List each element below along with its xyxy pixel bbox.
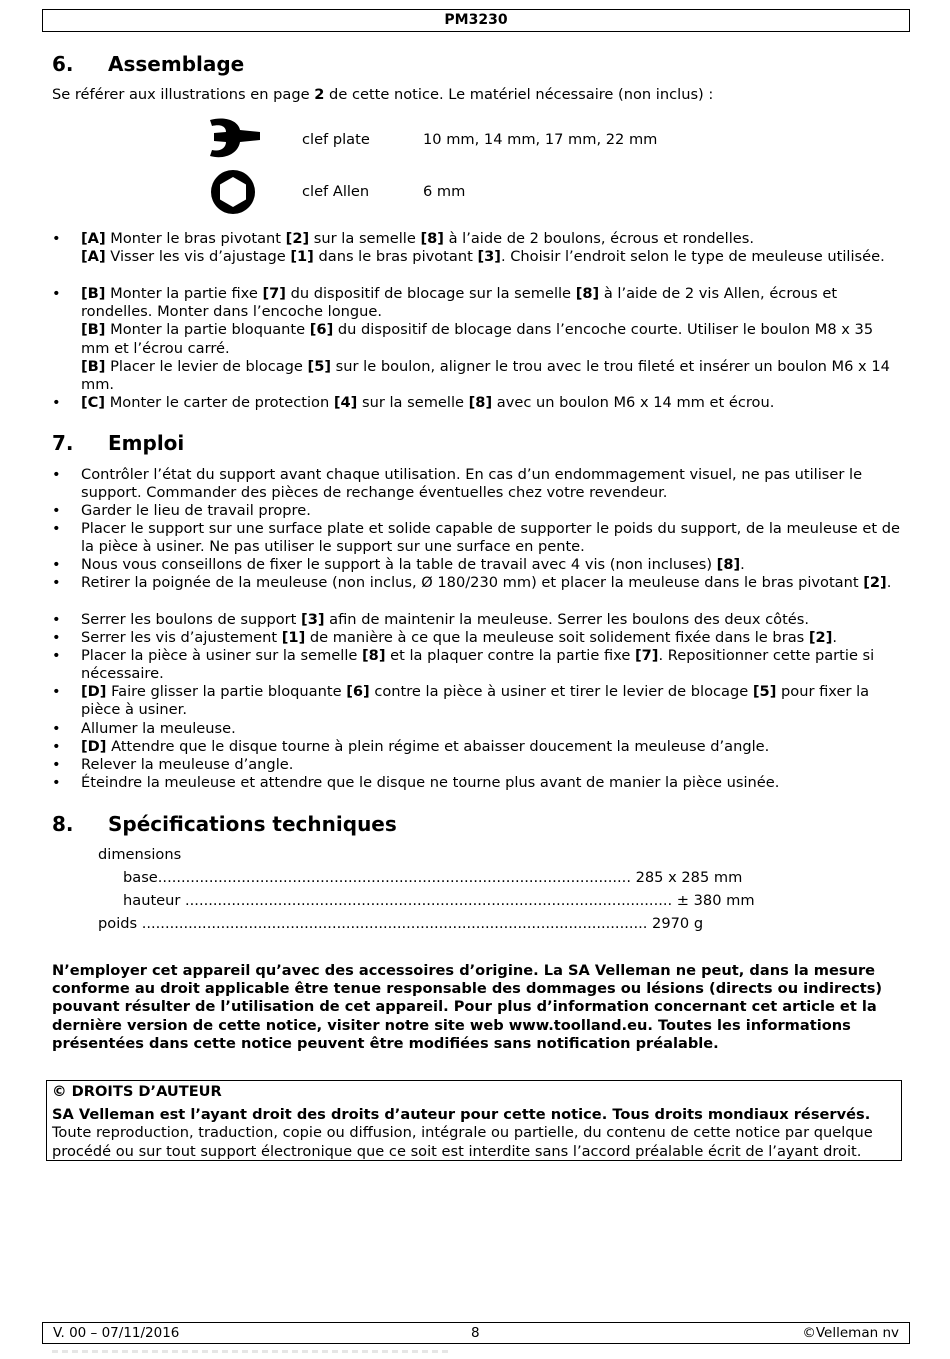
footer-page-number: 8 [471, 1325, 480, 1341]
copyright-box [46, 1080, 902, 1161]
spec-base: base...................................................................................................... 285 x 285 mm [123, 869, 743, 886]
list-item: • [D] Attendre que le disque tourne à plein régime et abaisser doucement la meuleuse d’angle. [52, 738, 770, 755]
section-6-heading [52, 51, 244, 77]
copyright-title: © DROITS D’AUTEUR [52, 1083, 222, 1100]
list-item: • Contrôler l’état du support avant chaque utilisation. En cas d’un endommagement visuel, ne pas utiliser le support. Commander des pièces de rechange éventuelles chez votre revendeur. [52, 466, 863, 502]
list-item: • Placer la pièce à usiner sur la semelle [8] et la plaquer contre la partie fixe [7]. Repositionner cette partie si nécessaire. [52, 647, 875, 683]
tool-name: clef Allen [302, 183, 370, 200]
copyright-statement: SA Velleman est l’ayant droit des droits d’auteur pour cette notice. Tous droits mondiaux réservés. [52, 1106, 871, 1124]
legal-notice: N’employer cet appareil qu’avec des accessoires d’origine. La SA Velleman ne peut, dans la mesure conforme au droit applicable être tenue responsable des dommages ou lésions (directs ou indirects) pouvant résulter de l’utilisation de cet appareil. Pour plus d’information concernant cet article et la dernière version de cette notice, visiter notre site web www.toolland.eu. Toutes les informations présentées dans cette notice peuvent être modifiées sans notification préalable. [52, 962, 883, 1052]
tool-sizes: 10 mm, 14 mm, 17 mm, 22 mm [423, 131, 658, 148]
list-item: • Éteindre la meuleuse et attendre que le disque ne tourne plus avant de manier la pièce usinée. [52, 774, 780, 791]
list-item: • Garder le lieu de travail propre. [52, 502, 311, 519]
spec-hauteur: hauteur ......................................................................................................... ± 380 mm [123, 892, 755, 909]
page-footer [42, 1322, 910, 1344]
copyright-body: Toute reproduction, traduction, copie ou diffusion, intégrale ou partielle, du contenu de cette notice par quelque procédé ou sur tout support électronique que ce soit est interdite sans l’accord préalable écrit de l’ayant droit. [52, 1124, 873, 1160]
section-8-heading [52, 811, 397, 837]
page-header: PM3230 [42, 9, 910, 32]
section-number: 7. [52, 431, 74, 455]
spec-poids: poids ............................................................................................................. 2970 g [98, 915, 704, 932]
section-title: Assemblage [108, 52, 245, 76]
footer-version: V. 00 – 07/11/2016 [53, 1325, 180, 1341]
tool-sizes: 6 mm [423, 183, 466, 200]
section-7-heading [52, 430, 184, 456]
allen-key-icon [209, 168, 257, 221]
list-item: • [A] Monter le bras pivotant [2] sur la semelle [8] à l’aide de 2 boulons, écrous et rondelles. [A] Visser les vis d’ajustage [1] dans le bras pivotant [3]. Choisir l’endroit selon le type de meuleuse utilisée. [52, 230, 885, 266]
list-item: • Retirer la poignée de la meuleuse (non inclus, Ø 180/230 mm) et placer la meuleuse dans le bras pivotant [2]. [52, 574, 892, 591]
section-title: Spécifications techniques [108, 812, 397, 836]
list-item: • [C] Monter le carter de protection [4] sur la semelle [8] avec un boulon M6 x 14 mm et écrou. [52, 394, 775, 411]
list-item: • Relever la meuleuse d’angle. [52, 756, 294, 773]
list-item: • Nous vous conseillons de fixer le support à la table de travail avec 4 vis (non incluses) [8]. [52, 556, 745, 573]
footer-brand: ©Velleman nv [802, 1325, 899, 1341]
section-number: 6. [52, 52, 74, 76]
list-item: • Allumer la meuleuse. [52, 720, 236, 737]
list-item: • [B] Monter la partie fixe [7] du dispositif de blocage sur la semelle [8] à l’aide de 2 vis Allen, écrous et rondelles. Monter dans l’encoche longue. [B] Monter la partie bloquante [6] du dispositif de blocage dans l’encoche courte. Utiliser le boulon M8 x 35 mm et l’écrou carré. [B] Placer le levier de blocage [5] sur le boulon, aligner le trou avec le trou fileté et insérer un boulon M6 x 14 mm. [52, 285, 890, 394]
tool-name: clef plate [302, 131, 370, 148]
list-item: • [D] Faire glisser la partie bloquante [6] contre la pièce à usiner et tirer le levier de blocage [5] pour fixer la pièce à usiner. [52, 683, 870, 719]
spec-dimensions-label: dimensions [98, 846, 182, 863]
section-6-intro: Se référer aux illustrations en page 2 de cette notice. Le matériel nécessaire (non inclus) : [52, 86, 714, 103]
list-item: • Serrer les vis d’ajustement [1] de manière à ce que la meuleuse soit solidement fixée dans le bras [2]. [52, 629, 838, 646]
list-item: • Serrer les boulons de support [3] afin de maintenir la meuleuse. Serrer les boulons des deux côtés. [52, 611, 810, 628]
list-item: • Placer le support sur une surface plate et solide capable de supporter le poids du support, de la meuleuse et de la pièce à usiner. Ne pas utiliser le support sur une surface en pente. [52, 520, 900, 556]
open-end-wrench-icon [204, 116, 262, 167]
faint-line-decoration [52, 1350, 452, 1353]
section-number: 8. [52, 812, 74, 836]
section-title: Emploi [108, 431, 185, 455]
